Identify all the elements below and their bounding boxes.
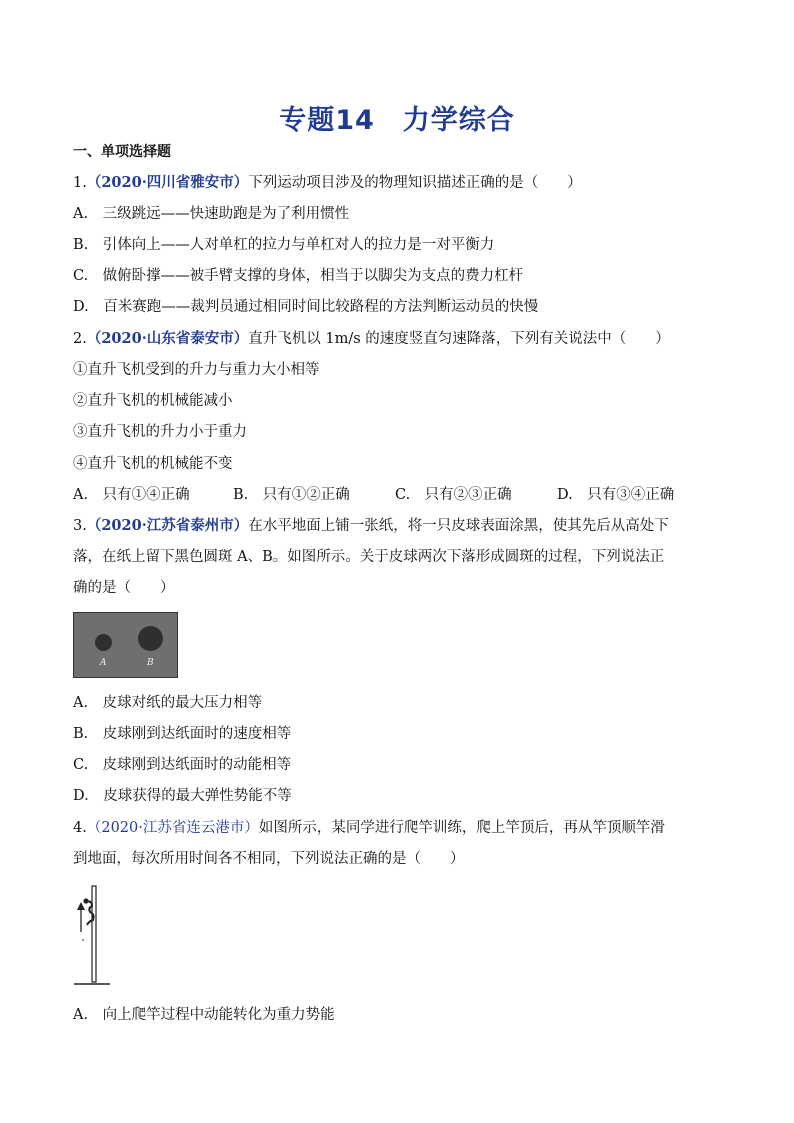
question-2-option-a: A. 只有①④正确 xyxy=(73,487,190,503)
question-3-stem xyxy=(73,516,669,536)
question-2-statement-1: ①直升飞机受到的升力与重力大小相等 xyxy=(73,362,320,378)
question-3-stem-line-2: 落，在纸上留下黑色圆斑 A、B。如图所示。关于皮球两次下落形成圆斑的过程，下列说法正 xyxy=(73,549,665,565)
question-1-option-d: D. 百米赛跑——裁判员通过相同时间比较路程的方法判断运动员的快慢 xyxy=(73,299,539,315)
question-2-options xyxy=(73,485,674,505)
question-number: 3. xyxy=(73,518,87,534)
question-1-stem xyxy=(73,173,582,193)
question-number: 2. xyxy=(73,331,87,347)
question-source: （2020·江苏省连云港市） xyxy=(86,820,259,836)
spot-b xyxy=(138,626,163,651)
question-3-option-b: B. 皮球刚到达纸面时的速度相等 xyxy=(73,726,292,742)
pole-climbing-figure xyxy=(72,884,112,988)
ball-spots-figure xyxy=(73,612,178,678)
climber-head xyxy=(83,898,88,903)
question-1-option-b: B. 引体向上——人对单杠的拉力与单杠对人的拉力是一对平衡力 xyxy=(73,237,495,253)
question-3-stem-line-3: 确的是（ ） xyxy=(73,580,175,596)
question-2-option-c: C. 只有②③正确 xyxy=(395,487,512,503)
question-3-option-a: A. 皮球对纸的最大压力相等 xyxy=(73,695,263,711)
question-source: （2020·江苏省泰州市） xyxy=(86,517,249,534)
question-source: （2020·山东省泰安市） xyxy=(86,330,249,347)
spot-b-label: B xyxy=(147,658,154,668)
section-heading: 一、单项选择题 xyxy=(73,144,171,160)
page-title: 专题14 力学综合 xyxy=(279,105,515,136)
question-1-option-c: C. 做俯卧撑——被手臂支撑的身体，相当于以脚尖为支点的费力杠杆 xyxy=(73,268,524,284)
question-2-statement-3: ③直升飞机的升力小于重力 xyxy=(73,424,247,440)
question-text: 直升飞机以 1m/s 的速度竖直匀速降落，下列有关说法中（ ） xyxy=(248,331,670,347)
question-text: 如图所示，某同学进行爬竿训练，爬上竿顶后，再从竿顶顺竿滑 xyxy=(258,820,665,836)
question-number: 1. xyxy=(73,175,87,191)
question-2-option-b: B. 只有①②正确 xyxy=(233,487,350,503)
question-2-statement-2: ②直升飞机的机械能减小 xyxy=(73,393,233,409)
question-3-option-d: D. 皮球获得的最大弹性势能不等 xyxy=(73,788,292,804)
question-1-option-a: A. 三级跳远——快速助跑是为了利用惯性 xyxy=(73,206,350,222)
question-4-stem-line-2: 到地面，每次所用时间各不相同，下列说法正确的是（ ） xyxy=(73,851,465,867)
dot-mark xyxy=(82,939,84,941)
climbing-pole xyxy=(92,886,96,982)
spot-a xyxy=(95,634,112,651)
question-text: 下列运动项目涉及的物理知识描述正确的是（ ） xyxy=(248,175,582,191)
question-4-option-a: A. 向上爬竿过程中动能转化为重力势能 xyxy=(73,1007,335,1023)
question-number: 4. xyxy=(73,820,87,836)
question-2-stem xyxy=(73,329,670,349)
question-source: （2020·四川省雅安市） xyxy=(86,174,249,191)
question-4-stem xyxy=(73,818,665,838)
question-3-option-c: C. 皮球刚到达纸面时的动能相等 xyxy=(73,757,292,773)
arrow-head-icon xyxy=(77,902,85,910)
question-2-option-d: D. 只有③④正确 xyxy=(557,487,675,503)
question-text: 在水平地面上铺一张纸，将一只皮球表面涂黑，使其先后从高处下 xyxy=(248,518,669,534)
spot-a-label: A xyxy=(100,658,107,668)
question-2-statement-4: ④直升飞机的机械能不变 xyxy=(73,456,233,472)
